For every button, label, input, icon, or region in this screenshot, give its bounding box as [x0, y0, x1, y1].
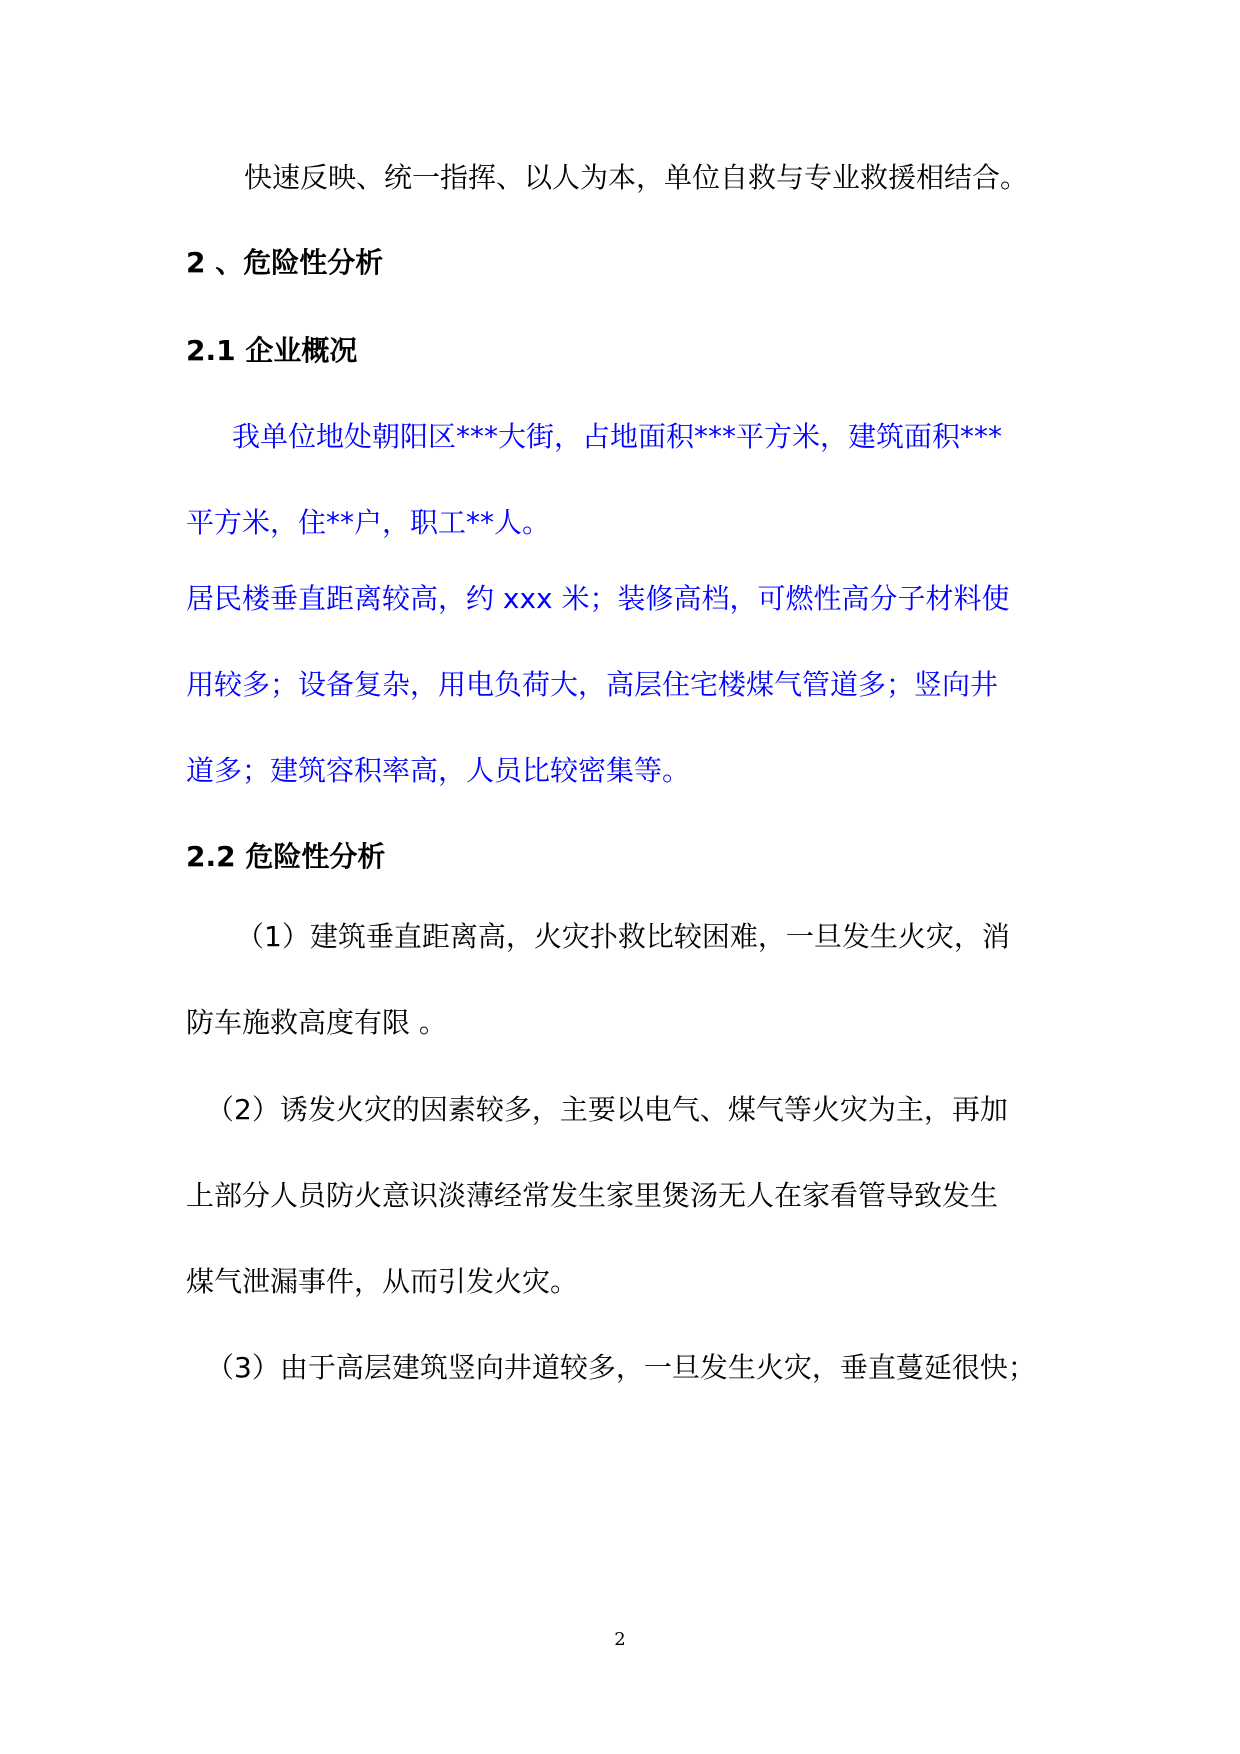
overview-line: 用较多；设备复杂，用电负荷大，高层住宅楼煤气管道多；竖向井 [186, 668, 999, 701]
risk-item-line: 煤气泄漏事件，从而引发火灾。 [186, 1265, 579, 1298]
intro-paragraph-line: 快速反映、统一指挥、以人为本，单位自救与专业救援相结合。 [244, 161, 1029, 194]
overview-line: 道多；建筑容积率高，人员比较密集等。 [186, 754, 691, 787]
overview-line: 平方米，住**户，职工**人。 [186, 506, 551, 539]
section-2-heading: 2 、危险性分析 [186, 246, 384, 279]
risk-item-line: （2）诱发火灾的因素较多，主要以电气、煤气等火灾为主，再加 [206, 1093, 1008, 1126]
risk-item-line: 防车施救高度有限 。 [186, 1006, 447, 1039]
risk-item-line: （1）建筑垂直距离高，火灾扑救比较困难，一旦发生火灾，消 [236, 920, 1010, 953]
risk-item-line: 上部分人员防火意识淡薄经常发生家里煲汤无人在家看管导致发生 [186, 1179, 999, 1212]
risk-item-line: （3）由于高层建筑竖向井道较多，一旦发生火灾，垂直蔓延很快； [206, 1351, 1036, 1384]
overview-line: 我单位地处朝阳区***大街，占地面积***平方米，建筑面积*** [232, 420, 1003, 453]
section-2-2-heading: 2.2 危险性分析 [186, 840, 386, 873]
overview-line: 居民楼垂直距离较高，约 xxx 米；装修高档，可燃性高分子材料使 [186, 582, 1010, 615]
page-number: 2 [614, 1629, 626, 1650]
section-2-1-heading: 2.1 企业概况 [186, 334, 358, 367]
